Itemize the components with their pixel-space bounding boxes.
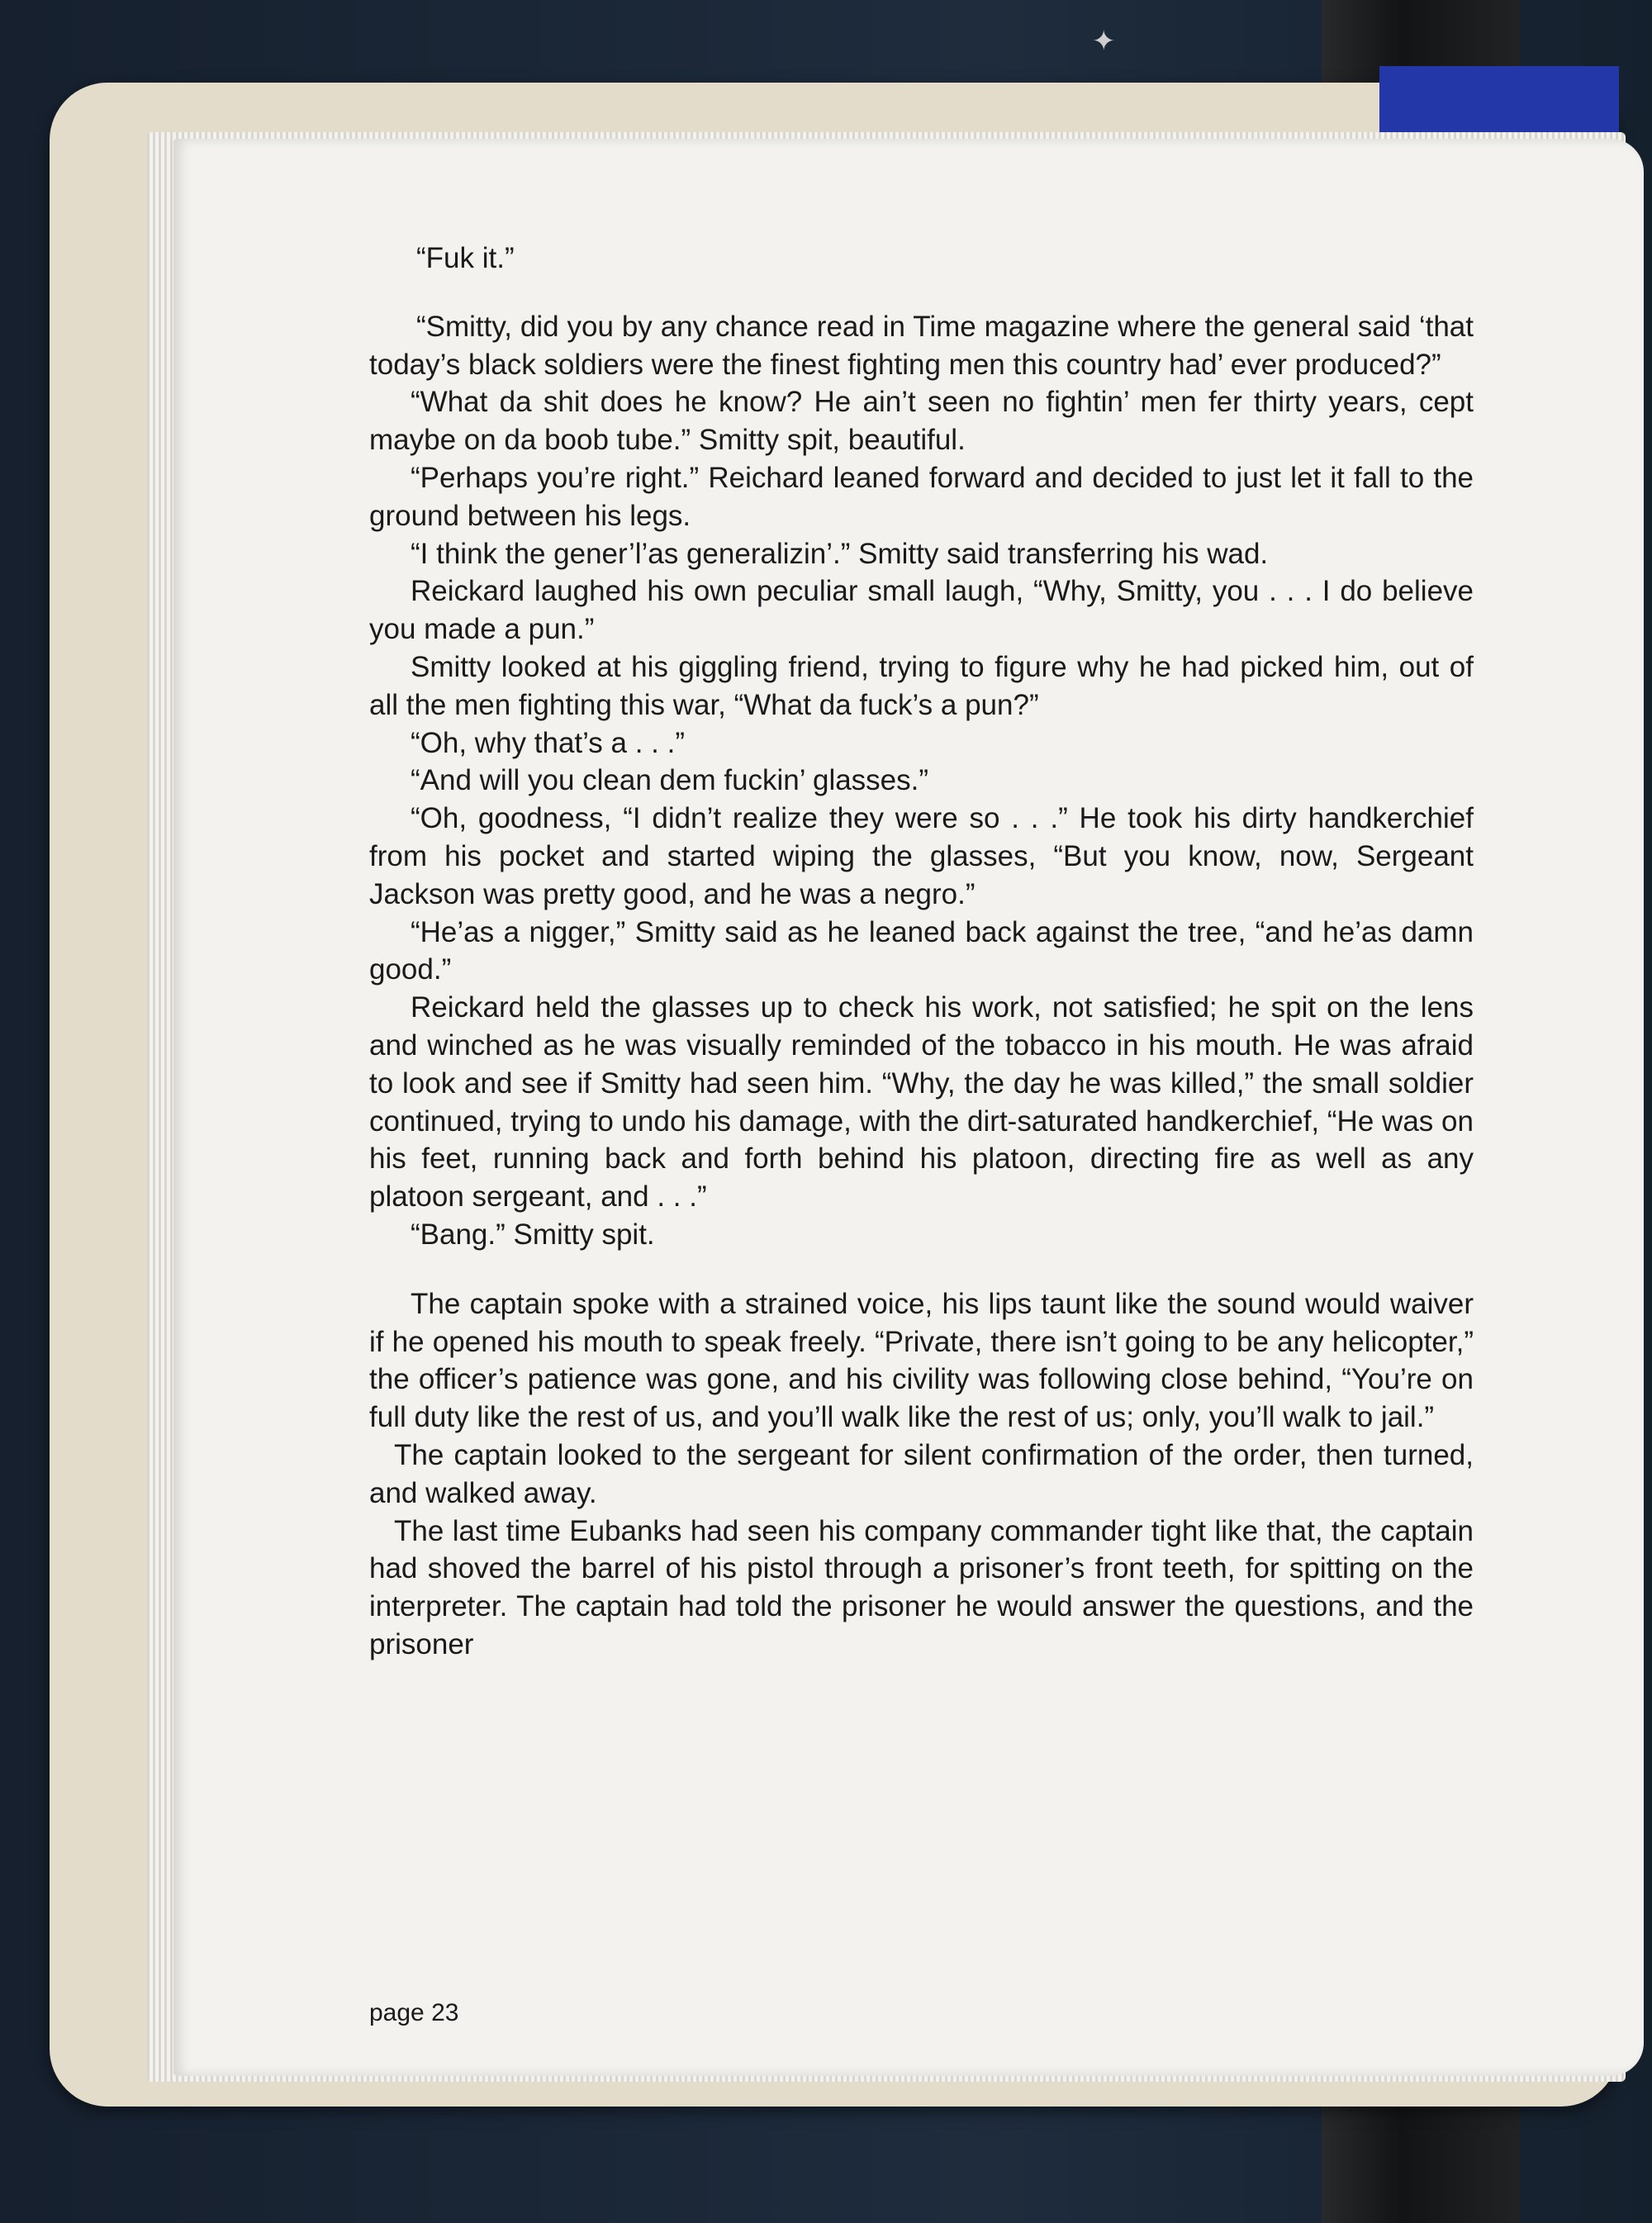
blue-tab bbox=[1379, 66, 1619, 140]
book-page bbox=[173, 139, 1644, 2076]
paragraph: “Bang.” Smitty spit. bbox=[411, 1218, 655, 1251]
paragraph: “He’as a nigger,” Smitty said as he leaned back against the tree, “and he’as damn good.” bbox=[369, 915, 1474, 986]
paragraph: “Smitty, did you by any chance read in Time magazine where the general said ‘that today’s black soldiers were the finest fighting men this country had’ ever produced?” bbox=[369, 310, 1474, 381]
paragraph: The last time Eubanks had seen his company commander tight like that, the captain had shoved the barrel of his pistol through a prisoner’s front teeth, for spitting on the interpreter. The captain had told the prisoner he would answer the questions, and the prisoner bbox=[369, 1514, 1474, 1660]
dust-mark: ✦ bbox=[1092, 26, 1116, 57]
paragraph: Reickard laughed his own peculiar small laugh, “Why, Smitty, you . . . I do believe you made a pun.” bbox=[369, 575, 1474, 646]
paragraph: “Perhaps you’re right.” Reichard leaned forward and decided to just let it fall to the ground between his legs. bbox=[369, 461, 1474, 532]
paragraph: “Oh, goodness, “I didn’t realize they were so . . .” He took his dirty handkerchief from his pocket and started wiping the glasses, “But you know, now, Sergeant Jackson was pretty good, and he was a negro.” bbox=[369, 802, 1474, 910]
paragraph: “What da shit does he know? He ain’t seen no fightin’ men fer thirty years, cept maybe on da boob tube.” Smitty spit, beautiful. bbox=[369, 386, 1474, 457]
paragraph: “And will you clean dem fuckin’ glasses.” bbox=[411, 764, 929, 797]
paragraph: The captain spoke with a strained voice, his lips taunt like the sound would waiver if he opened his mouth to speak freely. “Private, there isn’t going to be any helicopter,” the officer’s patience was gone, and his civility was following close behind, “You’re on full duty like the rest of us, and you’ll walk like the rest of us; only, you’ll walk to jail.” bbox=[369, 1287, 1474, 1434]
paragraph: The captain looked to the sergeant for silent confirmation of the order, then turned, and walked away. bbox=[369, 1438, 1474, 1509]
paragraph: “Fuk it.” bbox=[416, 242, 515, 274]
page-number: page 23 bbox=[369, 1999, 459, 2026]
paragraph: Reickard held the glasses up to check his work, not satisfied; he spit on the lens and winched as he was visually reminded of the tobacco in his mouth. He was afraid to look and see if Smitty had seen him. “Why, the day he was killed,” the small soldier continued, trying to undo his damage, with the dirt-saturated handkerchief, “He was on his feet, running back and forth behind his platoon, directing fire as well as any platoon sergeant, and . . .” bbox=[369, 991, 1474, 1214]
paragraph: Smitty looked at his giggling friend, trying to figure why he had picked him, out of all the men fighting this war, “What da fuck’s a pun?” bbox=[369, 650, 1474, 721]
body-text bbox=[369, 240, 1474, 1664]
paragraph: “Oh, why that’s a . . .” bbox=[411, 726, 685, 759]
paragraph: “I think the gener’l’as generalizin’.” Smitty said transferring his wad. bbox=[411, 537, 1269, 570]
